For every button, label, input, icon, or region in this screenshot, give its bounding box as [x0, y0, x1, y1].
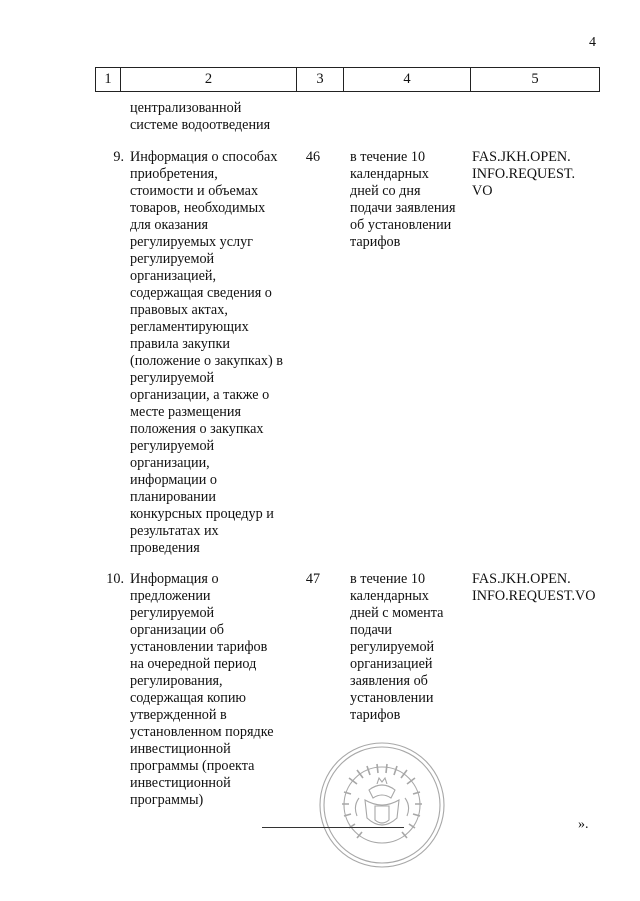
- text-line: установлении тарифов: [130, 639, 268, 655]
- text-line: инвестиционной: [130, 775, 231, 791]
- text-line: организацией: [350, 656, 433, 672]
- text-line: подачи: [350, 622, 392, 638]
- text-line: приобретения,: [130, 166, 218, 182]
- text-line: заявления об: [350, 673, 428, 689]
- text-line: установлении: [350, 690, 434, 706]
- text-line: для оказания: [130, 217, 209, 233]
- submission-term: [350, 571, 468, 724]
- text-line: подачи заявления: [350, 200, 456, 216]
- text-line: информации о: [130, 472, 217, 488]
- text-line: регулируемой: [130, 370, 215, 386]
- row-description: [130, 571, 292, 809]
- header-cell-4: 4: [344, 68, 471, 92]
- official-seal: [317, 740, 447, 870]
- text-line: месте размещения: [130, 404, 241, 420]
- text-line: в течение 10: [350, 149, 426, 165]
- text-line: в течение 10: [350, 571, 426, 587]
- text-line: тарифов: [350, 234, 401, 250]
- text-line: организации, а также о: [130, 387, 270, 403]
- text-line: планировании: [130, 489, 216, 505]
- signature-line: [262, 827, 404, 828]
- text-line: тарифов: [350, 707, 401, 723]
- text-line: FAS.JKH.OPEN.: [472, 149, 571, 165]
- row-number: 10.: [106, 571, 124, 587]
- text-line: регламентирующих: [130, 319, 249, 335]
- text-line: календарных: [350, 166, 429, 182]
- page-number: 4: [589, 35, 596, 50]
- text-line: стоимости и объемах: [130, 183, 259, 199]
- submission-term: [350, 149, 468, 251]
- text-line: регулируемой: [350, 639, 435, 655]
- text-line: содержащая сведения о: [130, 285, 272, 301]
- template-code: [472, 571, 602, 605]
- form-number: 46: [305, 149, 321, 165]
- text-line: программы): [130, 792, 204, 808]
- text-line: Информация о: [130, 571, 219, 587]
- text-line: системе водоотведения: [130, 117, 271, 133]
- text-line: установленном порядке: [130, 724, 274, 740]
- continuation-text: [130, 100, 292, 134]
- row-description: [130, 149, 292, 557]
- text-line: проведения: [130, 540, 200, 556]
- text-line: Информация о способах: [130, 149, 278, 165]
- text-line: товаров, необходимых: [130, 200, 266, 216]
- text-line: организации,: [130, 455, 210, 471]
- header-cell-5: 5: [471, 68, 600, 92]
- text-line: организации об: [130, 622, 225, 638]
- template-code: [472, 149, 602, 200]
- text-line: об установлении: [350, 217, 452, 233]
- text-line: регулируемых услуг: [130, 234, 253, 250]
- text-line: дней с момента: [350, 605, 444, 621]
- text-line: календарных: [350, 588, 429, 604]
- text-line: организацией,: [130, 268, 217, 284]
- text-line: VO: [472, 183, 493, 199]
- text-line: на очередной период: [130, 656, 257, 672]
- text-line: FAS.JKH.OPEN.: [472, 571, 571, 587]
- text-line: содержащая копию: [130, 690, 247, 706]
- text-line: INFO.REQUEST.VO: [472, 588, 596, 604]
- text-line: результатах их: [130, 523, 219, 539]
- text-line: регулируемой: [130, 605, 215, 621]
- text-line: регулируемой: [130, 251, 215, 267]
- text-line: регулируемой: [130, 438, 215, 454]
- header-cell-1: 1: [96, 68, 121, 92]
- table-header: [95, 67, 600, 92]
- text-line: регулирования,: [130, 673, 223, 689]
- text-line: дней со дня: [350, 183, 421, 199]
- text-line: утвержденной в: [130, 707, 227, 723]
- text-line: инвестиционной: [130, 741, 231, 757]
- text-line: предложении: [130, 588, 211, 604]
- row-number: 9.: [113, 149, 124, 165]
- text-line: программы (проекта: [130, 758, 255, 774]
- text-line: централизованной: [130, 100, 242, 116]
- text-line: (положение о закупках) в: [130, 353, 283, 369]
- header-cell-2: 2: [121, 68, 297, 92]
- form-number: 47: [305, 571, 321, 587]
- text-line: положения о закупках: [130, 421, 264, 437]
- closing-quote: ».: [578, 817, 589, 832]
- text-line: INFO.REQUEST.: [472, 166, 575, 182]
- text-line: правовых актах,: [130, 302, 228, 318]
- text-line: правила закупки: [130, 336, 230, 352]
- header-cell-3: 3: [297, 68, 344, 92]
- text-line: конкурсных процедур и: [130, 506, 274, 522]
